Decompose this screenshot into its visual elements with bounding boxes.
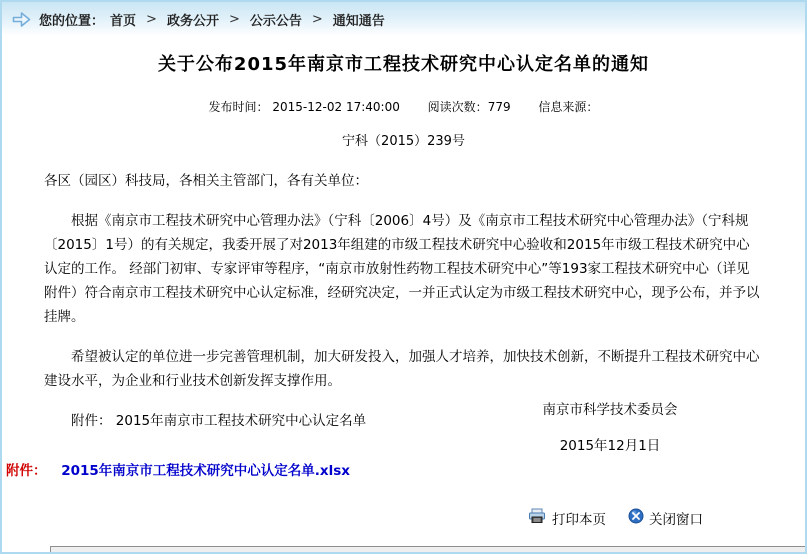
breadcrumb — [2, 2, 805, 36]
read-count-value: 779 — [487, 100, 511, 114]
publish-time-value: 2015-12-02 17:40:00 — [272, 100, 400, 114]
breadcrumb-separator: > — [146, 11, 157, 27]
page-title: 关于公布2015年南京市工程技术研究中心认定名单的通知 — [157, 54, 650, 75]
signature-date: 2015年12月1日 — [559, 438, 661, 454]
printer-icon — [528, 508, 547, 528]
breadcrumb-separator: > — [311, 11, 323, 27]
signature-org: 南京市科学技术委员会 — [542, 402, 678, 418]
paragraph: 希望被认定的单位进一步完善管理机制，加大研发投入，加强人才培养，加快技术创新，不断提升工程技术研究中心建设水平，为企业和行业技术创新发挥支撑作用。 — [44, 349, 760, 389]
horizontal-scrollbar[interactable] — [50, 546, 805, 552]
info-source — [538, 100, 598, 114]
publish-time — [209, 100, 400, 114]
breadcrumb-item-gov-open[interactable]: 政务公开 — [166, 13, 219, 29]
document-number: 宁科（2015）239号 — [342, 134, 465, 149]
print-page-button[interactable] — [528, 508, 606, 528]
close-window-button[interactable] — [628, 508, 703, 528]
attachment-download-link[interactable]: 2015年南京市工程技术研究中心认定名单.xlsx — [61, 463, 350, 479]
publish-time-label: 发布时间： — [208, 100, 269, 114]
attachment-label: 附件： — [6, 463, 47, 479]
print-page-label: 打印本页 — [552, 512, 606, 528]
signature-block — [485, 398, 735, 454]
breadcrumb-item-announcements[interactable]: 通知通告 — [332, 13, 385, 29]
attachment-row — [6, 459, 350, 479]
breadcrumb-item-home[interactable]: 首页 — [110, 13, 137, 29]
info-source-label: 信息来源： — [538, 100, 599, 114]
article-body — [2, 169, 805, 433]
breadcrumb-separator: > — [228, 11, 240, 27]
read-count-label: 阅读次数： — [427, 100, 488, 114]
paragraph: 根据《南京市工程技术研究中心管理办法》（宁科〔2006〕4号）及《南京市工程技术研究中心管理办法》（宁科规〔2015〕1号）的有关规定，我委开展了对2013年组建的市级工程技术研究中心验收和2015年市级工程技术研究中心认定的工作。 经部门初审、专家评审等程序，“南京市放射性药物工程技术研究中心”等193家工程技术研究中心（详见附件）符合南京市工程技术研究中心认定标准，经研究决定，一并正式认定为市级工程技术研究中心，现予公布，并予以挂牌。 — [44, 213, 760, 325]
salutation: 各区（园区）科技局，各相关主管部门，各有关单位： — [44, 173, 368, 189]
close-window-label: 关闭窗口 — [649, 512, 703, 528]
breadcrumb-arrow-icon — [12, 11, 31, 28]
page-actions — [528, 508, 703, 528]
breadcrumb-item-public-notices[interactable]: 公示公告 — [249, 13, 302, 29]
read-count — [428, 100, 511, 114]
close-icon — [628, 508, 644, 528]
breadcrumb-label: 您的位置： — [39, 13, 105, 29]
attachment-mention: 附件： 2015年南京市工程技术研究中心认定名单 — [71, 413, 367, 429]
article-meta — [2, 98, 805, 115]
